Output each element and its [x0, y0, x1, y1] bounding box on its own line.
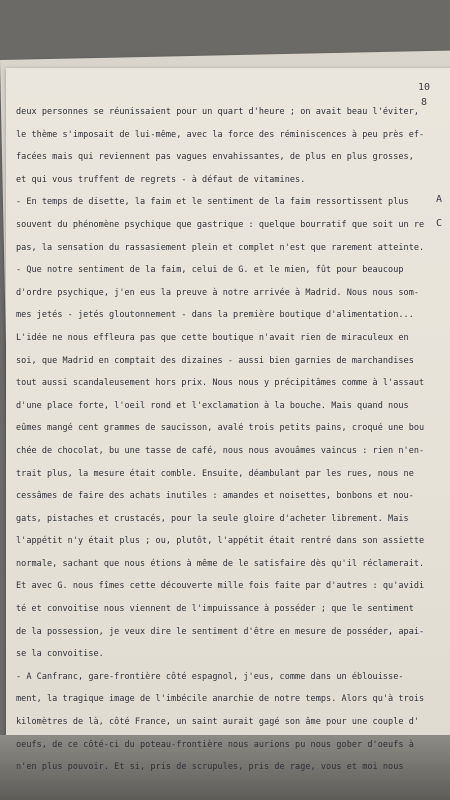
- text-line: pas, la sensation du rassasiement plein et complet n'est que rarement atteinte.: [16, 242, 425, 253]
- text-line: normale, sachant que nous étions à même de le satisfaire dès qu'il réclamerait.: [16, 558, 425, 569]
- text-line: facées mais qui reviennent pas vagues envahissantes, de plus en plus grosses,: [16, 152, 414, 163]
- page-number-secondary: 8: [421, 97, 428, 108]
- text-line: soi, que Madrid en comptait des dizaines - aussi bien garnies de marchandises: [16, 355, 414, 366]
- text-line: l'appétit n'y était plus ; ou, plutôt, l'appétit était rentré dans son assiette: [16, 536, 425, 547]
- text-line: se la convoitise.: [16, 649, 104, 660]
- text-line: - En temps de disette, la faim et le sentiment de la faim ressortissent plus: [16, 197, 409, 208]
- text-line: mes jetés - jetés gloutonnement - dans la première boutique d'alimentation...: [16, 310, 414, 321]
- text-line: cessâmes de faire des achats inutiles : amandes et noisettes, bonbons et nou-: [16, 491, 414, 502]
- margin-mark: A: [436, 194, 443, 205]
- text-line: trait plus, la mesure était comble. Ensuite, déambulant par les rues, nous ne: [16, 468, 414, 479]
- text-line: souvent du phénomène psychique que gastrique : quelque bourratif que soit un re: [16, 219, 425, 230]
- text-line: - Que notre sentiment de la faim, celui de G. et le mien, fût pour beaucoup: [16, 265, 404, 276]
- text-line: - A Canfranc, gare-frontière côté espagnol, j'eus, comme dans un éblouisse-: [16, 671, 404, 682]
- text-line: d'ordre psychique, j'en eus la preuve à notre arrivée à Madrid. Nous nous som-: [16, 287, 420, 298]
- text-line: kilomètres de là, côté France, un saint aurait gagé son âme pour une couple d': [16, 717, 420, 728]
- text-line: le thème s'imposait de lui-même, avec la force des réminiscences à peu près ef-: [16, 129, 425, 140]
- text-line: n'en plus pouvoir. Et si, pris de scrupules, pris de rage, vous et moi nous: [16, 762, 404, 773]
- text-line: Et avec G. nous fîmes cette découverte mille fois faite par d'autres : qu'avidi: [16, 581, 425, 592]
- text-line: chée de chocolat, bu une tasse de café, nous nous avouâmes vaincus : rien n'en-: [16, 445, 425, 456]
- page-number: 10: [418, 82, 431, 93]
- text-line: d'une place forte, l'oeil rond et l'exclamation à la bouche. Mais quand nous: [16, 400, 409, 411]
- text-line: de la possession, je veux dire le sentiment d'être en mesure de posséder, apai-: [16, 626, 425, 637]
- margin-mark: C: [436, 218, 443, 229]
- text-line: té et convoitise nous viennent de l'impuissance à posséder ; que le sentiment: [16, 604, 414, 615]
- text-line: eûmes mangé cent grammes de saucisson, avalé trois petits pains, croqué une bou: [16, 423, 425, 434]
- text-line: deux personnes se réunissaient pour un quart d'heure ; on avait beau l'éviter,: [16, 107, 420, 117]
- text-line: gats, pistaches et crustacés, pour la seule gloire d'acheter librement. Mais: [16, 513, 409, 524]
- text-line: ment, la tragique image de l'imbécile anarchie de notre temps. Alors qu'à trois: [16, 694, 425, 705]
- text-line: et qui vous truffent de regrets - à défaut de vitamines.: [16, 174, 306, 185]
- text-line: L'idée ne nous effleura pas que cette boutique n'avait rien de miraculeux en: [16, 332, 409, 343]
- text-line: oeufs, de ce côté-ci du poteau-frontière nous aurions pu nous gober d'oeufs à: [16, 739, 414, 750]
- text-line: tout aussi scandaleusement hors prix. Nous nous y précipitâmes comme à l'assaut: [16, 378, 425, 389]
- typewritten-text: [16, 101, 436, 779]
